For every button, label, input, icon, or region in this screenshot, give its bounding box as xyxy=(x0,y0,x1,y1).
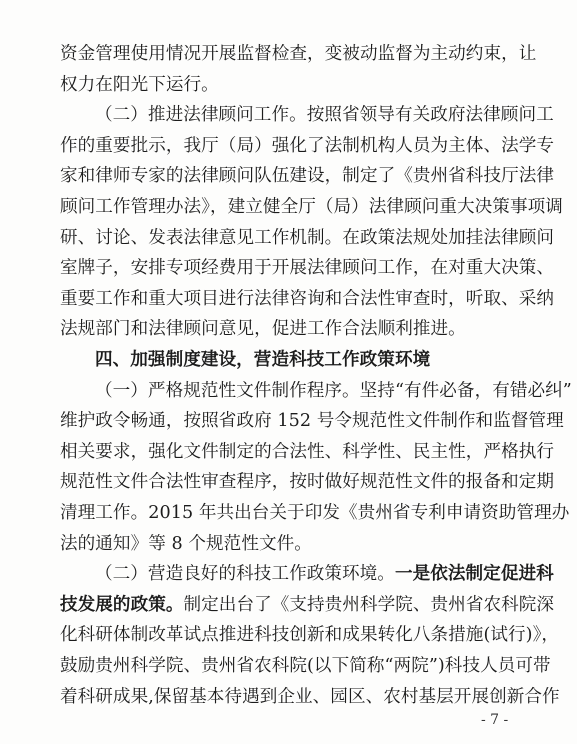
bold-text: 技发展的政策。 xyxy=(60,593,184,615)
text-line: 鼓励贵州科学院、贵州省农科院(以下简称“两院”)科技人员可带 xyxy=(60,656,551,676)
text-line: （二）推进法律顾问工作。按照省领导有关政府法律顾问工 xyxy=(95,105,554,126)
bold-text: 一是依法制定促进科 xyxy=(394,563,554,585)
text-line: 规范性文件合法性审查程序，按时做好规范性文件的报备和定期 xyxy=(60,472,555,493)
text-line: 重要工作和重大项目进行法律咨询和合法性审查时，听取、采纳 xyxy=(60,288,555,309)
text-line: 着科研成果,保留基本待遇到企业、园区、农村基层开展创新合作 xyxy=(60,686,560,707)
text-line: 作的重要批示，我厅（局）强化了法制机构人员为主体、法学专 xyxy=(60,135,555,156)
page-number: - 7 - xyxy=(481,712,509,728)
section-heading: 四、加强制度建设，营造科技工作政策环境 xyxy=(95,350,431,370)
text-line: 法规部门和法律顾问意见，促进工作合法顺利推进。 xyxy=(60,319,466,340)
text-line: 室牌子，安排专项经费用于开展法律顾问工作，在对重大决策、 xyxy=(60,258,555,279)
text-line: 家和律师专家的法律顾问队伍建设，制定了《贵州省科技厅法律 xyxy=(60,166,555,187)
text-line-mixed xyxy=(60,595,554,615)
normal-text: （二）营造良好的科技工作政策环境。 xyxy=(95,564,395,585)
text-line-mixed xyxy=(95,564,554,584)
text-line: 权力在阳光下运行。 xyxy=(60,74,219,95)
text-line: 清理工作。2015 年共出台关于印发《贵州省专利申请资助管理办 xyxy=(60,503,570,523)
text-line: 法的通知》等 8 个规范性文件。 xyxy=(60,533,312,554)
normal-text: 制定出台了《支持贵州科学院、贵州省农科院深 xyxy=(183,594,555,615)
text-line: 化科研体制改革试点推进科技创新和成果转化八条措施(试行)》， xyxy=(60,625,560,646)
text-line: 研、讨论、发表法律意见工作机制。在政策法规处加挂法律顾问 xyxy=(60,227,555,248)
text-line: 维护政令畅通，按照省政府 152 号令规范性文件制作和监督管理 xyxy=(60,411,564,432)
text-line: 资金管理使用情况开展监督检查，变被动监督为主动约束，让 xyxy=(60,44,537,64)
text-line: 顾问工作管理办法》，建立健全厅（局）法律顾问重大决策事项调 xyxy=(60,197,563,217)
text-line: 相关要求，强化文件制定的合法性、科学性、民主性，严格执行 xyxy=(60,441,555,462)
text-line: （一）严格规范性文件制作程序。坚持“有件必备，有错必纠” xyxy=(95,380,572,401)
